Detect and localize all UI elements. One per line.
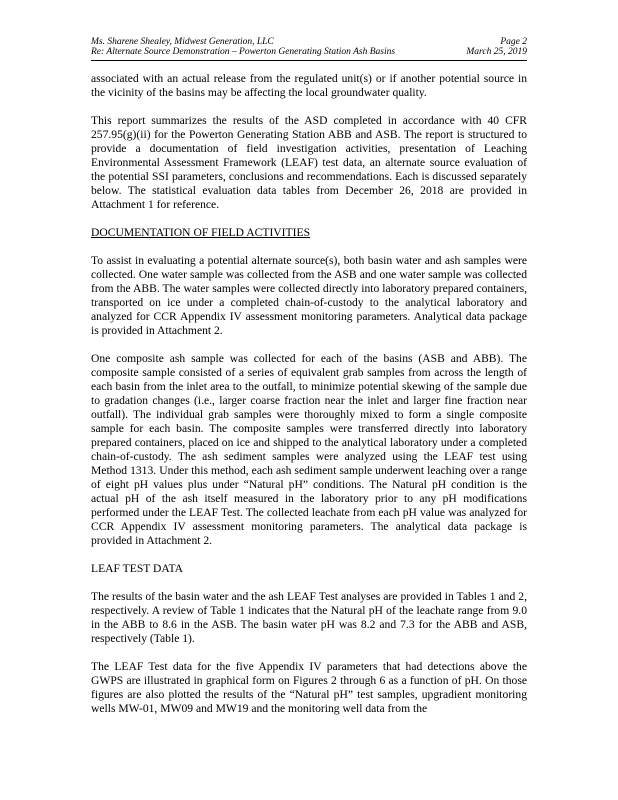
- header-date: March 25, 2019: [466, 47, 527, 57]
- paragraph-leaf-figures: The LEAF Test data for the five Appendix IV parameters that had detections above the GWPS are illustrated in graphical form on Figures 2 through 6 as a function of pH. On those figures are also plotted the results of the “Natural pH” test samples, upgradient monitoring wells MW-01, MW09 and MW19 and the monitoring well data from the: [91, 660, 527, 715]
- document-body: [91, 72, 527, 730]
- paragraph-ash-samples: One composite ash sample was collected for each of the basins (ASB and ABB). The composite sample consisted of a series of equivalent grab samples from across the length of each basin from the inlet area to the outfall, to minimize potential skewing of the sample due to gradation changes (i.e., larger coarse fraction near the inlet and larger fine fraction near outfall). The individual grab samples were thoroughly mixed to form a single composite sample for each basin. The composite samples were transferred directly into laboratory prepared containers, placed on ice and shipped to the analytical laboratory under a completed chain-of-custody. The ash sediment samples were analyzed using the LEAF test using Method 1313. Under this method, each ash sediment sample underwent leaching over a range of eight pH values plus under “Natural pH” conditions. The Natural pH condition is the actual pH of the ash itself measured in the laboratory prior to any pH modifications performed under the LEAF Test. The collected leachate from each pH value was analyzed for CCR Appendix IV assessment monitoring parameters. The analytical data package is provided in Attachment 2.: [91, 352, 527, 547]
- paragraph-leaf-results: The results of the basin water and the ash LEAF Test analyses are provided in Tables 1 and 2, respectively. A review of Table 1 indicates that the Natural pH of the leachate range from 9.0 in the ABB to 8.6 in the ASB. The basin water pH was 8.2 and 7.3 for the ABB and ASB, respectively (Table 1).: [91, 590, 527, 645]
- paragraph-water-samples: To assist in evaluating a potential alternate source(s), both basin water and ash samples were collected. One water sample was collected from the ASB and one water sample was collected from the ABB. The water samples were collected directly into laboratory prepared containers, transported on ice under a completed chain-of-custody to the analytical laboratory and analyzed for CCR Appendix IV assessment monitoring parameters. Analytical data package is provided in Attachment 2.: [91, 254, 527, 337]
- section-heading-leaf-test: LEAF TEST DATA: [91, 562, 184, 575]
- section-heading-field-activities: DOCUMENTATION OF FIELD ACTIVITIES: [91, 226, 311, 239]
- paragraph-report-summary: This report summarizes the results of the ASD completed in accordance with 40 CFR 257.95(g)(ii) for the Powerton Generating Station ABB and ASB. The report is structured to provide a documentation of field investigation activities, presentation of Leaching Environmental Assessment Framework (LEAF) test data, an alternate source evaluation of the potential SSI parameters, conclusions and recommendations. Each is discussed separately below. The statistical evaluation data tables from December 26, 2018 are provided in Attachment 1 for reference.: [91, 114, 527, 211]
- header-subject: Re: Alternate Source Demonstration – Powerton Generating Station Ash Basins: [91, 47, 396, 57]
- header-page-number: Page 2: [500, 37, 527, 47]
- header-recipient: Ms. Sharene Shealey, Midwest Generation, LLC: [91, 37, 274, 47]
- header-divider: [91, 60, 527, 61]
- paragraph-intro-continuation: associated with an actual release from the regulated unit(s) or if another potential source in the vicinity of the basins may be affecting the local groundwater quality.: [91, 72, 527, 99]
